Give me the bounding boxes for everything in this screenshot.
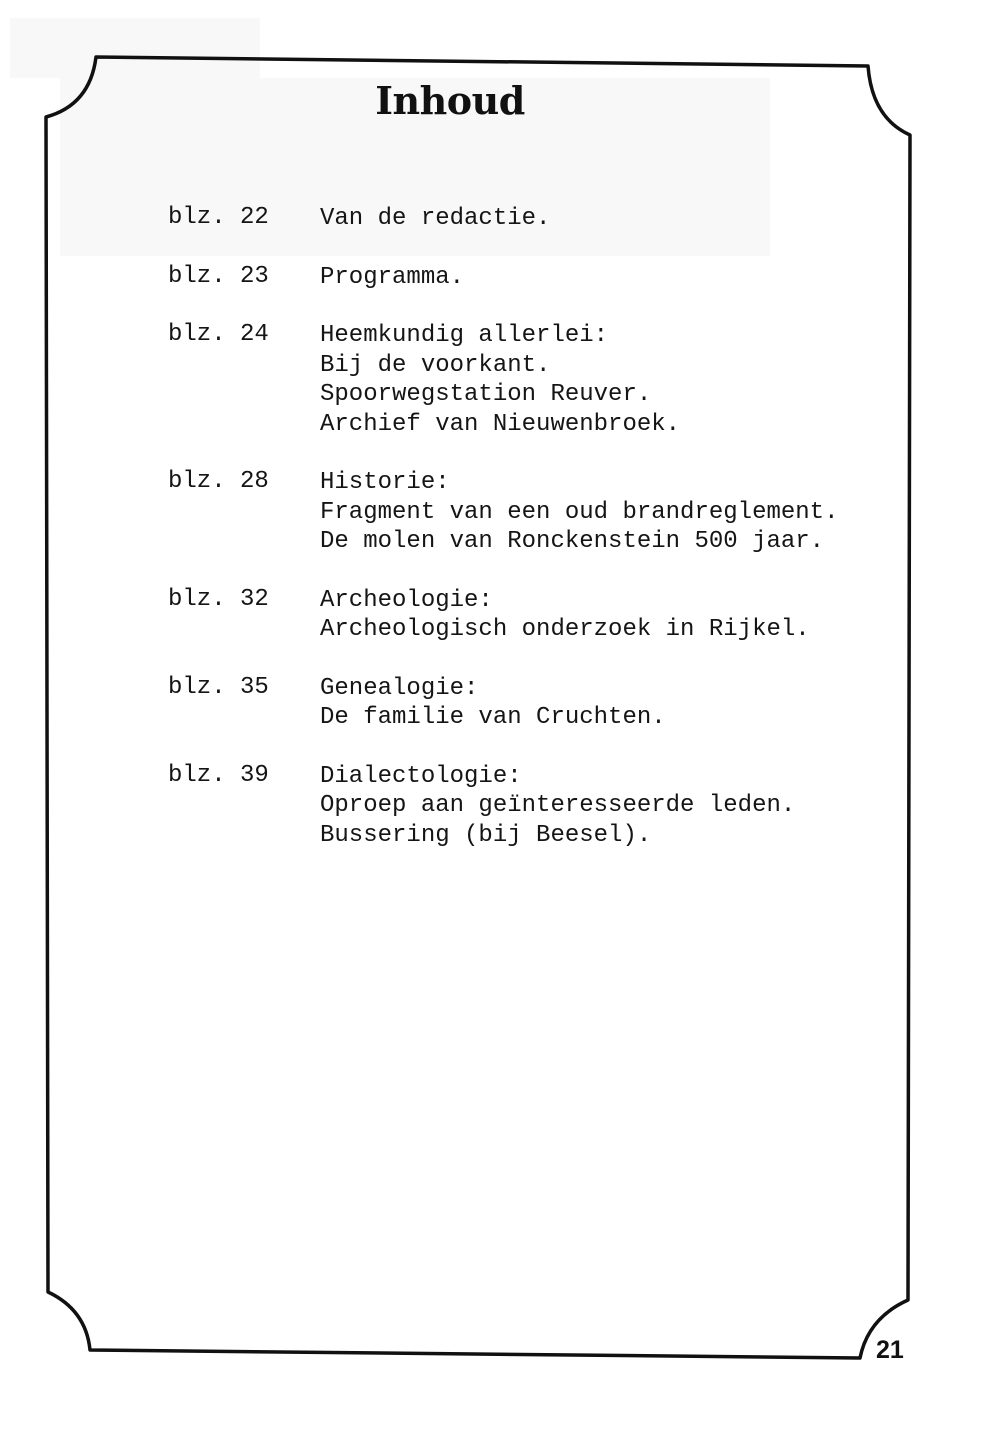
toc-page-ref: blz. 28 <box>168 468 269 495</box>
toc-entry <box>168 674 838 733</box>
toc-line: Archeologisch onderzoek in Rijkel. <box>320 616 810 643</box>
toc-line: De familie van Cruchten. <box>320 704 666 731</box>
toc-line: Programma. <box>320 263 465 291</box>
toc-line: Oproep aan geïnteresseerde leden. <box>320 792 796 819</box>
toc-entry <box>168 762 838 851</box>
toc-line: Fragment van een oud brandreglement. <box>320 498 839 526</box>
toc-page-ref: blz. 22 <box>168 204 269 231</box>
toc-page-ref: blz. 35 <box>168 673 269 701</box>
toc-section-heading: Dialectologie: <box>320 762 522 790</box>
toc-section-heading: Genealogie: <box>320 674 479 702</box>
toc-line: Archief van Nieuwenbroek. <box>320 410 681 438</box>
toc-entry <box>168 321 838 439</box>
toc-page-ref: blz. 24 <box>168 321 269 348</box>
toc-line: Bij de voorkant. <box>320 351 551 379</box>
table-of-contents <box>168 204 838 879</box>
toc-page-ref: blz. 32 <box>168 585 269 613</box>
toc-page-ref: blz. 23 <box>168 262 269 290</box>
toc-entry <box>168 263 838 293</box>
toc-section-heading: Historie: <box>320 469 450 496</box>
toc-section-heading: Heemkundig allerlei: <box>320 322 609 349</box>
toc-entry <box>168 468 838 557</box>
toc-line: Bussering (bij Beesel). <box>320 821 652 849</box>
toc-entry <box>168 586 838 645</box>
toc-entry <box>168 204 838 234</box>
page-number: 21 <box>876 1336 904 1364</box>
toc-line: Spoorwegstation Reuver. <box>320 381 652 408</box>
toc-line: Van de redactie. <box>320 205 551 232</box>
page-title: Inhoud <box>375 78 525 123</box>
toc-section-heading: Archeologie: <box>320 586 493 614</box>
toc-line: De molen van Ronckenstein 500 jaar. <box>320 528 825 555</box>
toc-page-ref: blz. 39 <box>168 761 269 789</box>
